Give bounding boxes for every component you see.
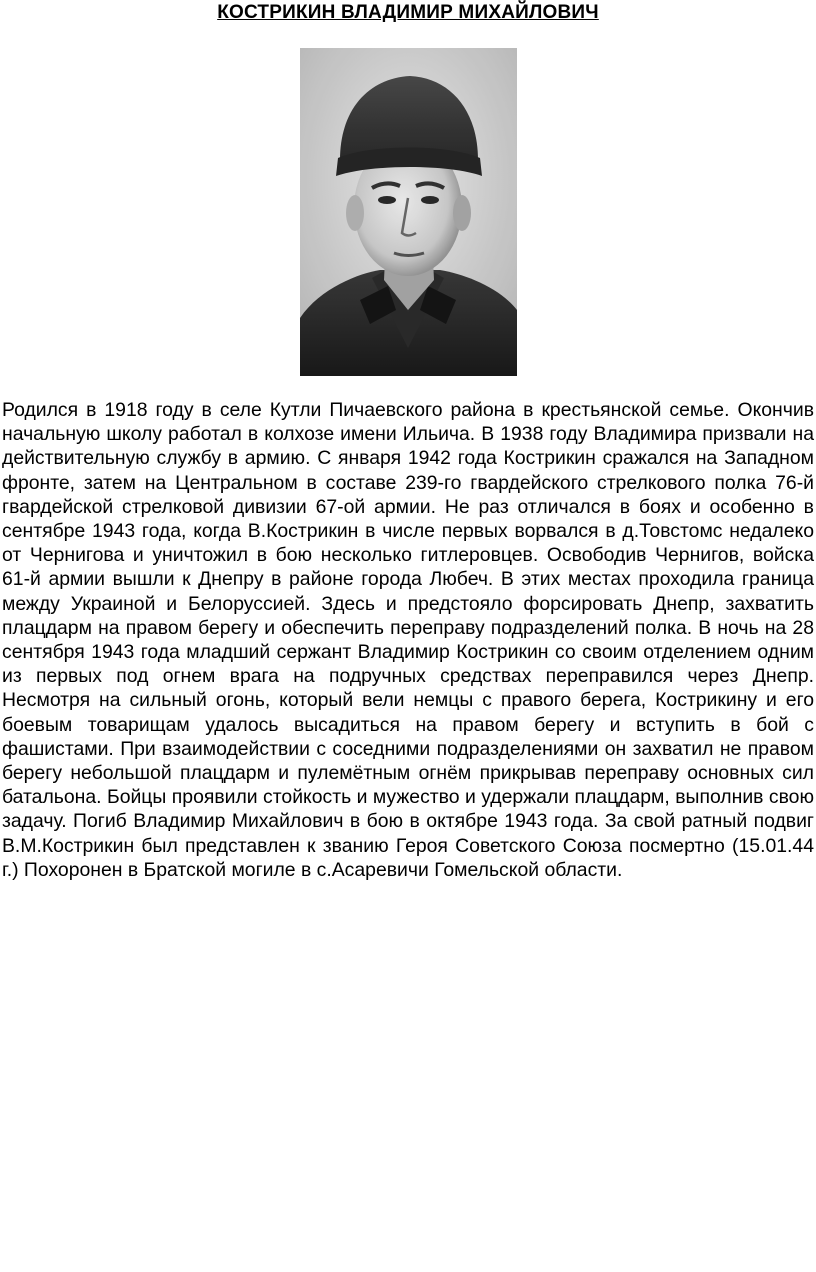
portrait-photo bbox=[300, 48, 517, 376]
biography-text: Родился в 1918 году в селе Кутли Пичаевского района в крестьянской семье. Окончив начальную школу работал в колхозе имени Ильича. В 1938 году Владимира призвали на действительную службу в армию. С января 1942 года Кострикин сражался на Западном фронте, затем на Центральном в составе 239-го гвардейского стрелкового полка 76-й гвардейской стрелковой дивизии 67-ой армии. Не раз отличался в боях и особенно в сентябре 1943 года, когда В.Кострикин в числе первых ворвался в д.Товстомс недалеко от Чернигова и уничтожил в бою несколько гитлеровцев. Освободив Чернигов, войска 61-й армии вышли к Днепру в районе города Любеч. В этих местах проходила граница между Украиной и Белоруссией. Здесь и предстояло форсировать Днепр, захватить плацдарм на правом берегу и обеспечить переправу подразделений полка. В ночь на 28 сентября 1943 года младший сержант Владимир Кострикин со своим отделением одним из первых под огнем врага на подручных средствах переправился через Днепр. Несмотря на сильный огонь, который вели немцы с правого берега, Кострикину и его боевым товарищам удалось высадиться на правом берегу и вступить в бой с фашистами. При взаимодействии с соседними подразделениями он захватил не правом берегу небольшой плацдарм и пулемётным огнём прикрывав переправу основных сил батальона. Бойцы проявили стойкость и мужество и удержали плацдарм, выполнив свою задачу. Погиб Владимир Михайлович в бою в октябре 1943 года. За свой ратный подвиг В.М.Кострикин был представлен к званию Героя Советского Союза посмертно (15.01.44 г.) Похоронен в Братской могиле в с.Асаревичи Гомельской области. bbox=[2, 399, 814, 881]
page-title: КОСТРИКИН ВЛАДИМИР МИХАЙЛОВИЧ bbox=[217, 2, 599, 23]
